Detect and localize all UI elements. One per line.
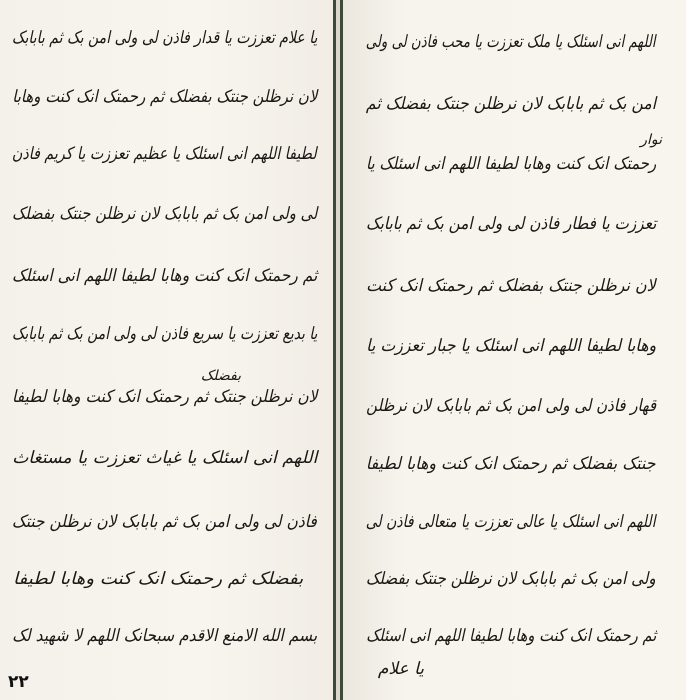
left-line-7: لان نرظلن جنتک ثم رحمتک انک کنت وهابا لطیفا [11, 387, 317, 407]
left-line-2: لان نرظلن جنتک بفضلک ثم رحمتک انک کنت وهابا [11, 87, 317, 107]
page-number: ۲۲ [8, 672, 29, 692]
right-margin-note: نوار [640, 132, 662, 148]
left-interlinear-note: بفضلک [200, 368, 241, 384]
left-line-11: بسم الله الامنع الاقدم سبحانک اللهم لا شهید لک [11, 626, 317, 646]
right-line-6: وهابا لطیفا اللهم انی اسئلک یا جبار تعززت یا [366, 336, 656, 356]
left-line-9: فاذن لی ولی امن بک ثم بابابک لان نرظلن جنتک [12, 512, 317, 532]
right-page [343, 0, 686, 700]
left-line-3: لطیفا اللهم انی اسئلک یا عظیم تعززت یا کریم فاذن [12, 144, 317, 164]
right-line-5: لان نرظلن جنتک بفضلک ثم رحمتک انک کنت [366, 276, 656, 296]
right-line-9: اللهم انی اسئلک یا عالی تعززت یا متعالی فاذن لی [366, 512, 656, 532]
left-line-8: اللهم انی اسئلک یا غیاث تعززت یا مستغاث [11, 448, 317, 468]
right-line-8: جنتک بفضلک ثم رحمتک انک کنت وهابا لطیفا [366, 454, 656, 474]
left-line-5: ثم رحمتک انک کنت وهابا لطیفا اللهم انی اسئلک [11, 266, 317, 286]
left-page [0, 0, 333, 700]
left-line-4: لی ولی امن بک ثم بابابک لان نرظلن جنتک بفضلک [11, 204, 317, 224]
left-line-10: بفضلک ثم رحمتک انک کنت وهابا لطیفا [12, 569, 303, 589]
right-line-11: ثم رحمتک انک کنت وهابا لطیفا اللهم انی اسئلک [365, 626, 656, 646]
left-line-6: یا بدیع تعززت یا سریع فاذن لی ولی امن بک ثم بابابک [11, 324, 317, 344]
right-line-2: امن بک ثم بابابک لان نرظلن جنتک بفضلک ثم [365, 94, 656, 114]
right-line-12: یا علام [377, 659, 424, 679]
right-line-4: تعززت یا فطار فاذن لی ولی امن بک ثم بابابک [365, 214, 656, 234]
right-line-7: قهار فاذن لی ولی امن بک ثم بابابک لان نرظلن [365, 396, 656, 416]
right-line-1: اللهم انی اسئلک یا ملک تعززت یا محب فاذن لی ولی [366, 32, 656, 52]
right-line-3: رحمتک انک کنت وهابا لطیفا اللهم انی اسئلک یا [365, 154, 656, 174]
left-line-1: یا علام تعززت یا قدار فاذن لی ولی امن بک ثم بابابک [11, 28, 317, 48]
right-line-10: ولی امن بک ثم بابابک لان نرظلن جنتک بفضلک [366, 569, 656, 589]
